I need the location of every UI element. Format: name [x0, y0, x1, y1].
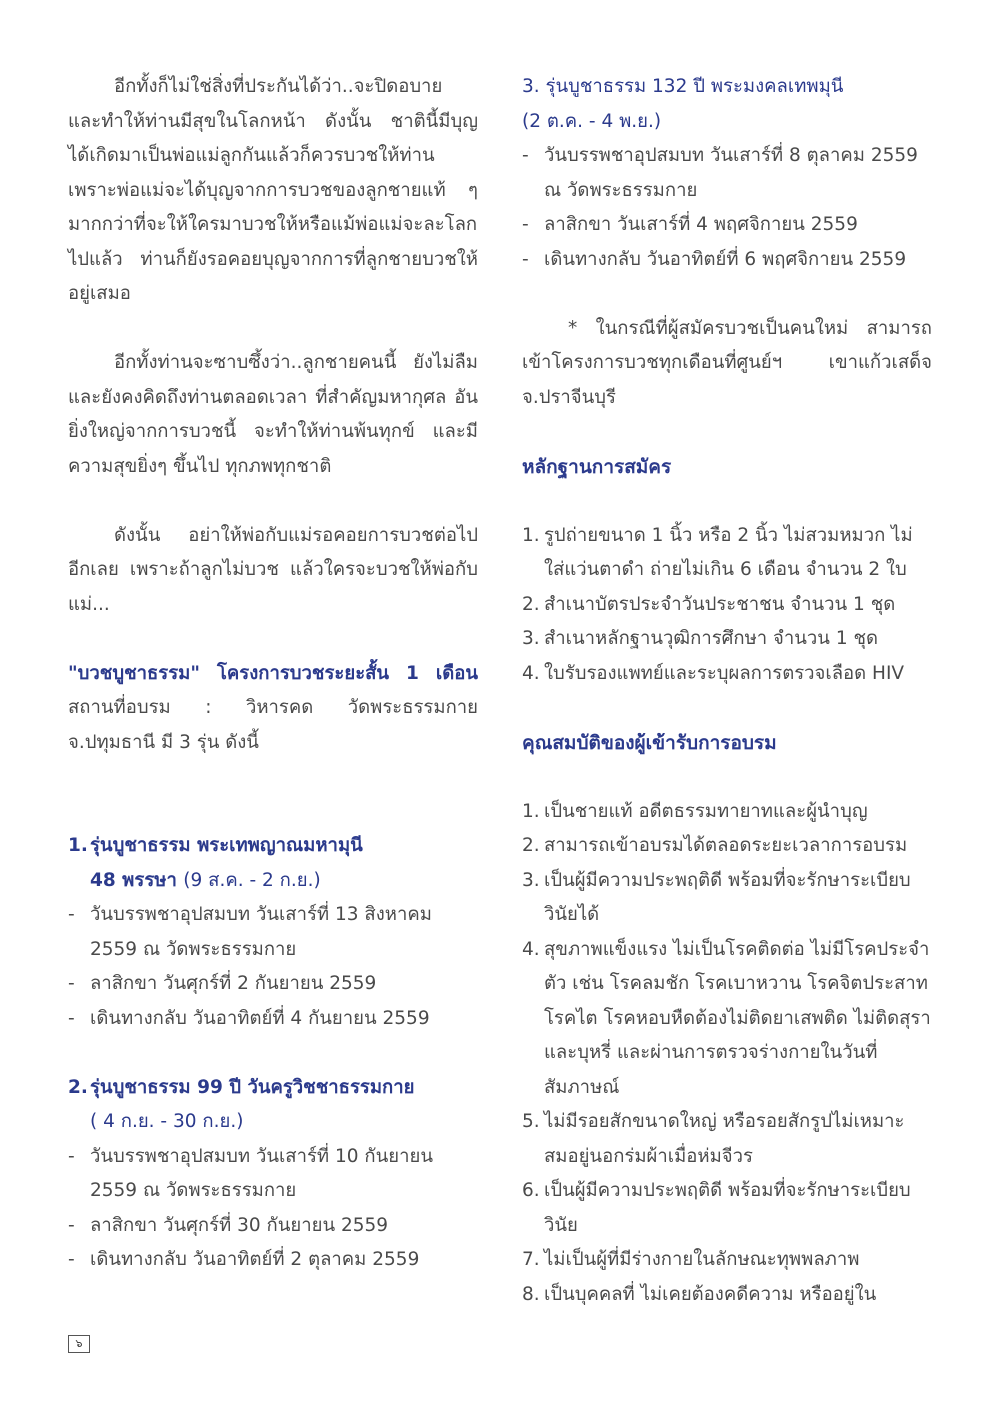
list-item: - เดินทางกลับ วันอาทิตย์ที่ 2 ตุลาคม 2559	[68, 1249, 420, 1270]
right-column	[522, 70, 932, 1312]
documents-list	[522, 519, 932, 692]
list-item: 6. เป็นผู้มีความประพฤติดี พร้อมที่จะรักษาระเบียบวินัย	[522, 1180, 911, 1236]
batch-1-dates: (9 ส.ค. - 2 ก.ย.)	[183, 869, 321, 891]
project-intro	[68, 657, 478, 761]
list-item: 1. รูปถ่ายขนาด 1 นิ้ว หรือ 2 นิ้ว ไม่สวมหมวก ไม่ใส่แว่นตาดำ ถ่ายไม่เกิน 6 เดือน จำนวน 2 ใบ	[522, 524, 913, 580]
batch-1-title-line2: 48 พรรษา	[90, 869, 177, 891]
paragraph-2: อีกทั้งท่านจะซาบซึ้งว่า..ลูกชายคนนี้ ยังไม่ลืม และยังคงคิดถึงท่านตลอดเวลา ที่สำคัญมหากุศล อันยิ่งใหญ่จากการบวชนี้ จะทำให้ท่านพ้นทุกข์ และมีความสุขยิ่งๆ ขึ้นไป ทุกภพทุกชาติ	[68, 352, 478, 477]
batch-1-heading: 1. รุ่นบูชาธรรม พระเทพญาณมหามุนี 48 พรรษา (9 ส.ค. - 2 ก.ย.)	[68, 835, 363, 891]
list-item: 4. ใบรับรองแพทย์และระบุผลการตรวจเลือด HIV	[522, 662, 905, 684]
paragraph-1: อีกทั้งก็ไม่ใช่สิ่งที่ประกันได้ว่า..จะปิดอบาย และทำให้ท่านมีสุขในโลกหน้า ดังนั้น ชาตินี้มีบุญ ได้เกิดมาเป็นพ่อแม่ลูกกันแล้วก็ควรบวชให้ท่าน เพราะพ่อแม่จะได้บุญจากการบวชของลูกชายแท้ ๆ มากกว่าที่จะให้ใครมาบวชให้หรือแม้พ่อแม่จะละโลกไปแล้ว ท่านก็ยังรอคอยบุญจากการที่ลูกชายบวชให้อยู่เสมอ	[68, 76, 478, 304]
left-column	[68, 70, 478, 1278]
list-item: 8. เป็นบุคคลที่ ไม่เคยต้องคดีความ หรืออยู่ใน	[522, 1283, 877, 1305]
batch-1	[68, 829, 478, 1036]
list-item: - วันบรรพชาอุปสมบท วันเสาร์ที่ 8 ตุลาคม 2559 ณ วัดพระธรรมกาย	[522, 145, 918, 201]
list-item: - วันบรรพชาอุปสมบท วันเสาร์ที่ 13 สิงหาคม 2559 ณ วัดพระธรรมกาย	[68, 904, 432, 960]
list-item: 1. เป็นชายแท้ อดีตธรรมทายาทและผู้นำบุญ	[522, 800, 868, 822]
new-applicant-note: * ในกรณีที่ผู้สมัครบวชเป็นคนใหม่ สามารถเข้าโครงการบวชทุกเดือนที่ศูนย์ฯ เขาแก้วเสด็จ จ.ปราจีนบุรี	[522, 317, 932, 408]
batch-2-title: รุ่นบูชาธรรม 99 ปี วันครูวิชชาธรรมกาย	[90, 1076, 415, 1098]
list-item: - ลาสิกขา วันเสาร์ที่ 4 พฤศจิกายน 2559	[522, 214, 858, 235]
batch-3-title: 3. รุ่นบูชาธรรม 132 ปี พระมงคลเทพมุนี	[522, 76, 844, 97]
list-item: - ลาสิกขา วันศุกร์ที่ 2 กันยายน 2559	[68, 973, 377, 994]
list-item: 3. สำเนาหลักฐานวุฒิการศึกษา จำนวน 1 ชุด	[522, 628, 879, 649]
page-number: ๖	[68, 1335, 90, 1353]
list-item: 7. ไม่เป็นผู้ที่มีร่างกายในลักษณะทุพพลภาพ	[522, 1249, 860, 1270]
paragraph-3: ดังนั้น อย่าให้พ่อกับแม่รอคอยการบวชต่อไปอีกเลย เพราะถ้าลูกไม่บวช แล้วใครจะบวชให้พ่อกับแม่...	[68, 524, 478, 615]
batch-1-title-line1: รุ่นบูชาธรรม พระเทพญาณมหามุนี	[90, 835, 363, 856]
batch-2	[68, 1071, 478, 1278]
qualifications-list	[522, 795, 932, 1313]
project-title: "บวชบูชาธรรม" โครงการบวชระยะสั้น 1 เดือน	[68, 662, 478, 684]
list-item: 3. เป็นผู้มีความประพฤติดี พร้อมที่จะรักษาระเบียบวินัยได้	[522, 869, 911, 925]
list-item: 5. ไม่มีรอยสักขนาดใหญ่ หรือรอยสักรูปไม่เหมาะสมอยู่นอกร่มผ้าเมื่อห่มจีวร	[522, 1111, 905, 1167]
qualifications-heading: คุณสมบัติของผู้เข้ารับการอบรม	[522, 731, 777, 754]
list-item: 2. สำเนาบัตรประจำวันประชาชน จำนวน 1 ชุด	[522, 593, 896, 615]
batch-3-heading	[522, 70, 932, 139]
documents-heading: หลักฐานการสมัคร	[522, 455, 672, 478]
list-item: - วันบรรพชาอุปสมบท วันเสาร์ที่ 10 กันยายน 2559 ณ วัดพระธรรมกาย	[68, 1145, 433, 1201]
list-item: 4. สุขภาพแข็งแรง ไม่เป็นโรคติดต่อ ไม่มีโรคประจำตัว เช่น โรคลมชัก โรคเบาหวาน โรคจิตประสาท โรคไต โรคหอบหืดต้องไม่ติดยาเสพติด ไม่ติดสุราและบุหรี่ และผ่านการตรวจร่างกายในวันที่สัมภาษณ์	[522, 938, 931, 1098]
list-item: 2. สามารถเข้าอบรมได้ตลอดระยะเวลาการอบรม	[522, 835, 908, 856]
batch-2-dates: ( 4 ก.ย. - 30 ก.ย.)	[90, 1111, 244, 1132]
batch-3-dates: (2 ต.ค. - 4 พ.ย.)	[522, 110, 662, 132]
list-item: - เดินทางกลับ วันอาทิตย์ที่ 4 กันยายน 2559	[68, 1007, 430, 1029]
list-item: - ลาสิกขา วันศุกร์ที่ 30 กันยายน 2559	[68, 1214, 389, 1236]
list-item: - เดินทางกลับ วันอาทิตย์ที่ 6 พฤศจิกายน 2559	[522, 248, 907, 270]
batch-2-heading: 2. รุ่นบูชาธรรม 99 ปี วันครูวิชชาธรรมกาย ( 4 ก.ย. - 30 ก.ย.)	[68, 1076, 415, 1132]
project-description: สถานที่อบรม : วิหารคด วัดพระธรรมกาย จ.ปทุมธานี มี 3 รุ่น ดังนี้	[68, 697, 478, 753]
